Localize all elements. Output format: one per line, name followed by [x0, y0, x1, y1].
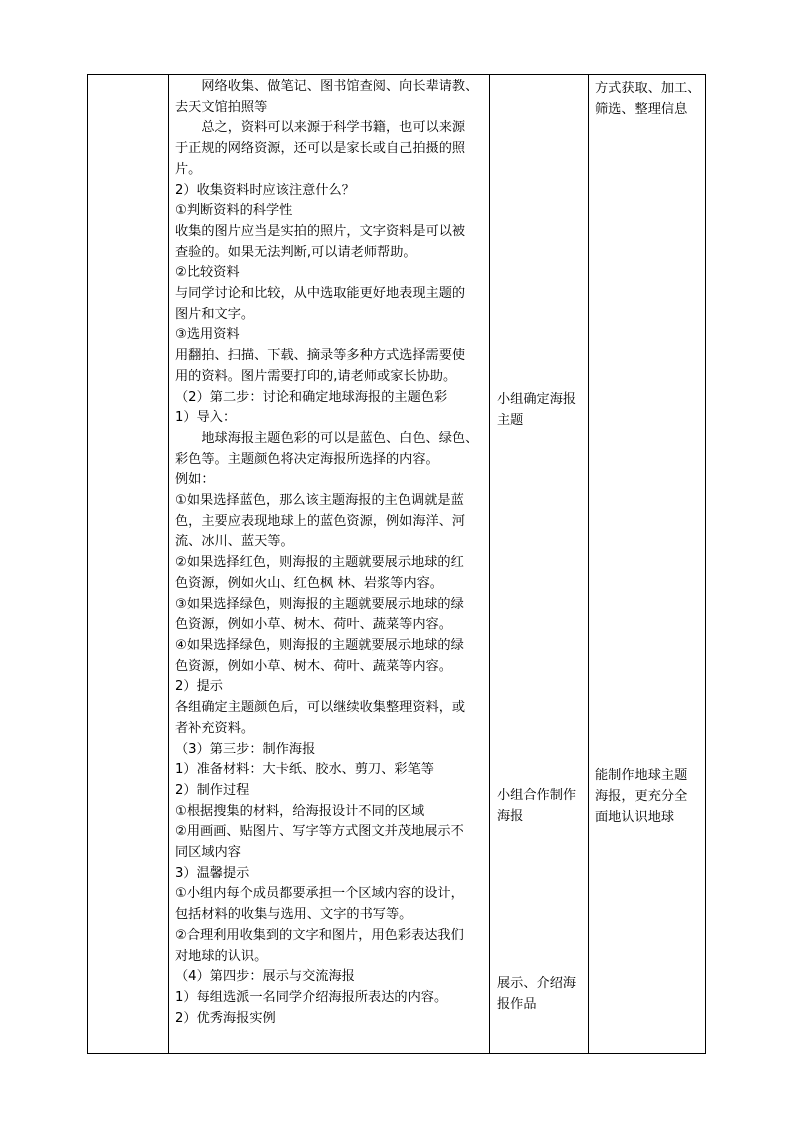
- content-line: 用翻拍、扫描、下载、摘录等多种方式选择需要使: [175, 348, 466, 364]
- content-line: 包括材料的收集与选用、文字的书写等。: [175, 907, 413, 923]
- lesson-plan-table: [87, 74, 706, 1054]
- content-line: 网络收集、做笔记、图书馆查阅、向长辈请教、: [175, 79, 479, 94]
- content-line: 流、冰川、蓝天等。: [175, 534, 294, 550]
- content-line: 例如：: [175, 472, 215, 488]
- content-line: 总之，资料可以来源于科学书籍，也可以来源: [175, 120, 466, 136]
- content-line: 1）准备材料：大卡纸、胶水、剪刀、彩笔等: [175, 762, 434, 778]
- content-line: 2）收集资料时应该注意什么？: [175, 182, 355, 198]
- intent-info-processing: 方式获取、加工、 筛选、整理信息: [595, 81, 701, 117]
- activity-confirm-theme: 小组确定海报 主题: [497, 392, 577, 428]
- activity-make-poster: 小组合作制作 海报: [497, 788, 577, 824]
- content-line: ①小组内每个成员都要承担一个区域内容的设计，: [175, 886, 464, 902]
- content-line: 色资源，例如火山、红色枫 林、岩浆等内容。: [175, 575, 443, 591]
- activity-present-poster: 展示、介绍海 报作品: [497, 976, 577, 1012]
- content-line: ①判断资料的科学性: [175, 203, 293, 219]
- content-line: 与同学讨论和比较，从中选取能更好地表现主题的: [175, 286, 466, 302]
- content-line: 1）导入：: [175, 410, 237, 426]
- content-line: 1）每组选派一名同学介绍海报所表达的内容。: [175, 989, 448, 1005]
- student-activity-column: [490, 75, 588, 1053]
- content-line: ②合理利用收集到的文字和图片，用色彩表达我们: [175, 927, 464, 943]
- content-line: ④如果选择绿色，则海报的主题就要展示地球的绿: [175, 637, 464, 653]
- content-line: 色，主要应表现地球上的蓝色资源，例如海洋、河: [175, 513, 466, 529]
- content-line: 彩色等。主题颜色将决定海报所选择的内容。: [175, 451, 439, 467]
- content-line: （3）第三步：制作海报: [175, 741, 316, 757]
- content-line: ③如果选择绿色，则海报的主题就要展示地球的绿: [175, 596, 464, 612]
- content-line: ②比较资料: [175, 265, 240, 281]
- content-line: 2）制作过程: [175, 782, 250, 798]
- content-line: ②如果选择红色，则海报的主题就要展示地球的红: [175, 555, 464, 571]
- content-line: 收集的图片应当是实拍的照片，文字资料是可以被: [175, 223, 466, 239]
- teaching-content-column: [169, 75, 489, 1053]
- content-line: 地球海报主题色彩的可以是蓝色、白色、绿色、: [175, 430, 479, 446]
- content-line: 同区域内容: [175, 845, 241, 861]
- content-line: 于正规的网络资源，还可以是家长或自己拍摄的照: [175, 141, 466, 157]
- content-line: 图片和文字。: [175, 306, 255, 322]
- stage-column: [88, 75, 168, 1053]
- content-line: 2）提示: [175, 679, 223, 695]
- content-line: （2）第二步：讨论和确定地球海报的主题色彩: [175, 389, 448, 405]
- content-line: 2）优秀海报实例: [175, 1010, 276, 1026]
- content-line: 去天文馆拍照等: [175, 99, 268, 115]
- content-line: 对地球的认识。: [175, 948, 268, 964]
- content-line: 用的资料。图片需要打印的,请老师或家长协助。: [175, 368, 457, 384]
- intent-make-poster: 能制作地球主题 海报，更充分全 面地认识地球: [595, 768, 688, 825]
- content-line: ①如果选择蓝色，那么该主题海报的主色调就是蓝: [175, 493, 464, 509]
- design-intent-column: [589, 75, 706, 1053]
- content-line: ②用画画、贴图片、写字等方式图文并茂地展示不: [175, 824, 464, 840]
- content-line: 查验的。如果无法判断,可以请老师帮助。: [175, 244, 417, 260]
- content-line: 者补充资料。: [175, 720, 255, 736]
- content-line: 片。: [175, 161, 202, 177]
- content-line: ①根据搜集的材料，给海报设计不同的区域: [175, 803, 425, 819]
- content-line: ③选用资料: [175, 327, 240, 343]
- content-line: 色资源，例如小草、树木、荷叶、蔬菜等内容。: [175, 617, 452, 633]
- content-line: 色资源，例如小草、树木、荷叶、蔬菜等内容。: [175, 658, 452, 674]
- content-line: （4）第四步：展示与交流海报: [175, 969, 355, 985]
- content-line: 3）温馨提示: [175, 865, 250, 881]
- content-line: 各组确定主题颜色后，可以继续收集整理资料，或: [175, 700, 466, 716]
